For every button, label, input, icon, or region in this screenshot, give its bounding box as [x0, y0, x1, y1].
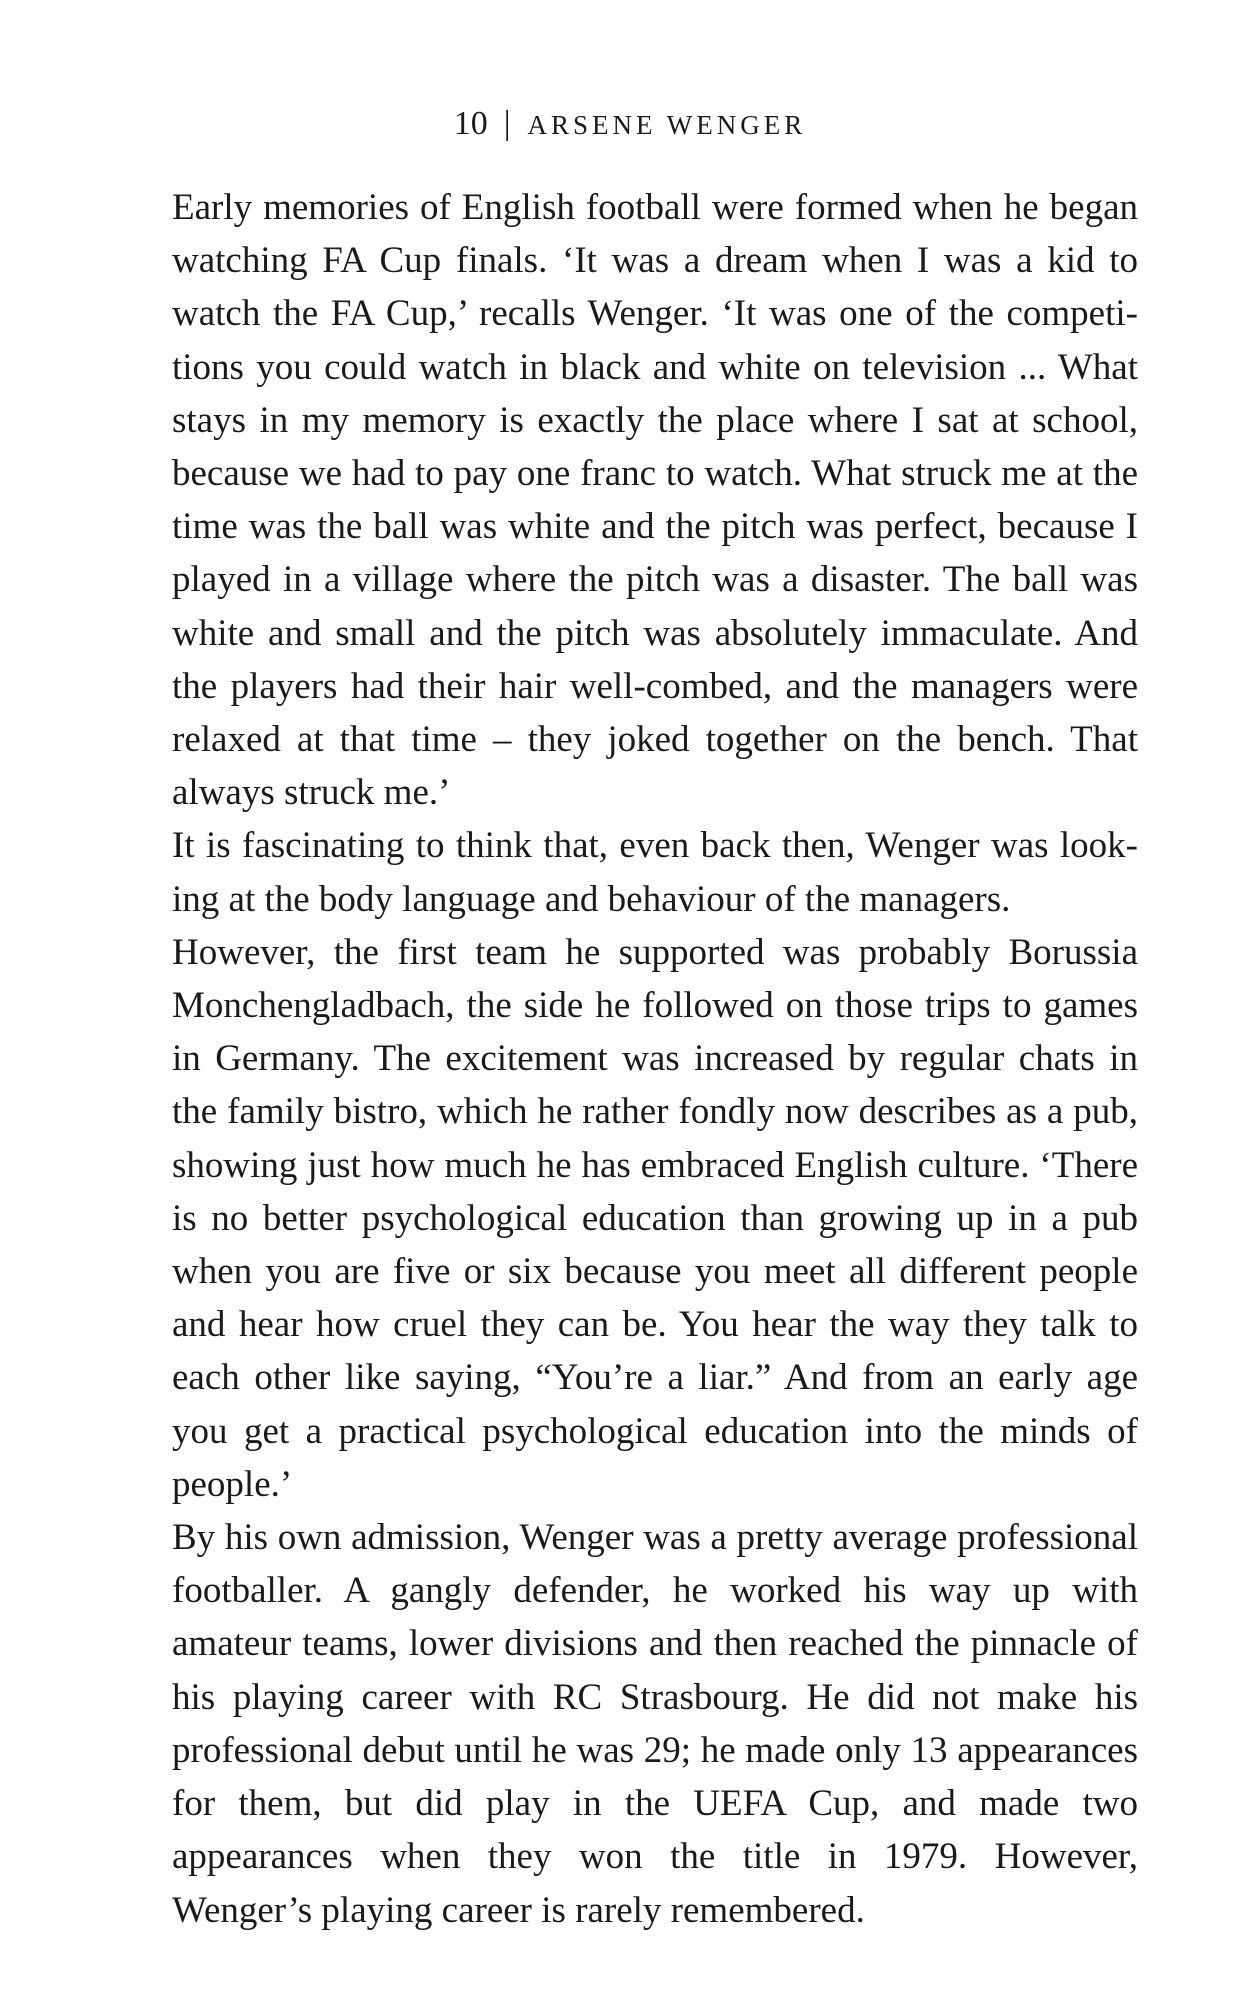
- page-number: 10: [453, 105, 488, 142]
- paragraph: It is fascinating to think that, even back then, Wenger was looking at the body language and behaviour of the managers.: [172, 825, 1138, 920]
- paragraph: However, the first team he supported was probably Borussia Monchengladbach, the side he followed on those trips to games in Germany. The excitement was increased by regular chats in the family bistro, which he rather fondly now describes as a pub, showing just how much he has embraced English culture. ‘There is no better psychological education than growing up in a pub when you are five or six because you meet all different people and hear how cruel they can be. You hear the way they talk to each other like saying, “You’re a liar.” And from an early age you get a practical psychological education into the minds of people.’: [172, 931, 1138, 1505]
- running-head: [0, 104, 1260, 145]
- paragraph: Early memories of English football were formed when he began watching FA Cup finals. ‘It was a dream when I was a kid to watch the FA Cup,’ recalls Wenger. ‘It was one of the competitions you could watch in black and white on television ... What stays in my memory is exactly the place where I sat at school, because we had to pay one franc to watch. What struck me at the time was the ball was white and the pitch was perfect, because I played in a village where the pitch was a disaster. The ball was white and small and the pitch was absolutely immaculate. And the players had their hair well-combed, and the managers were relaxed at that time – they joked together on the bench. That always struck me.’: [172, 187, 1138, 814]
- body-text: [172, 181, 1138, 1937]
- running-title: ARSENE WENGER: [527, 110, 807, 140]
- header-separator: |: [503, 105, 512, 142]
- paragraph: By his own admission, Wenger was a pretty average professional footballer. A gangly defender, he worked his way up with amateur teams, lower divisions and then reached the pinnacle of his playing career with RC Strasbourg. He did not make his professional debut until he was 29; he made only 13 appearances for them, but did play in the UEFA Cup, and made two appearances when they won the title in 1979. However, Wenger’s playing career is rarely remembered.: [172, 1517, 1138, 1931]
